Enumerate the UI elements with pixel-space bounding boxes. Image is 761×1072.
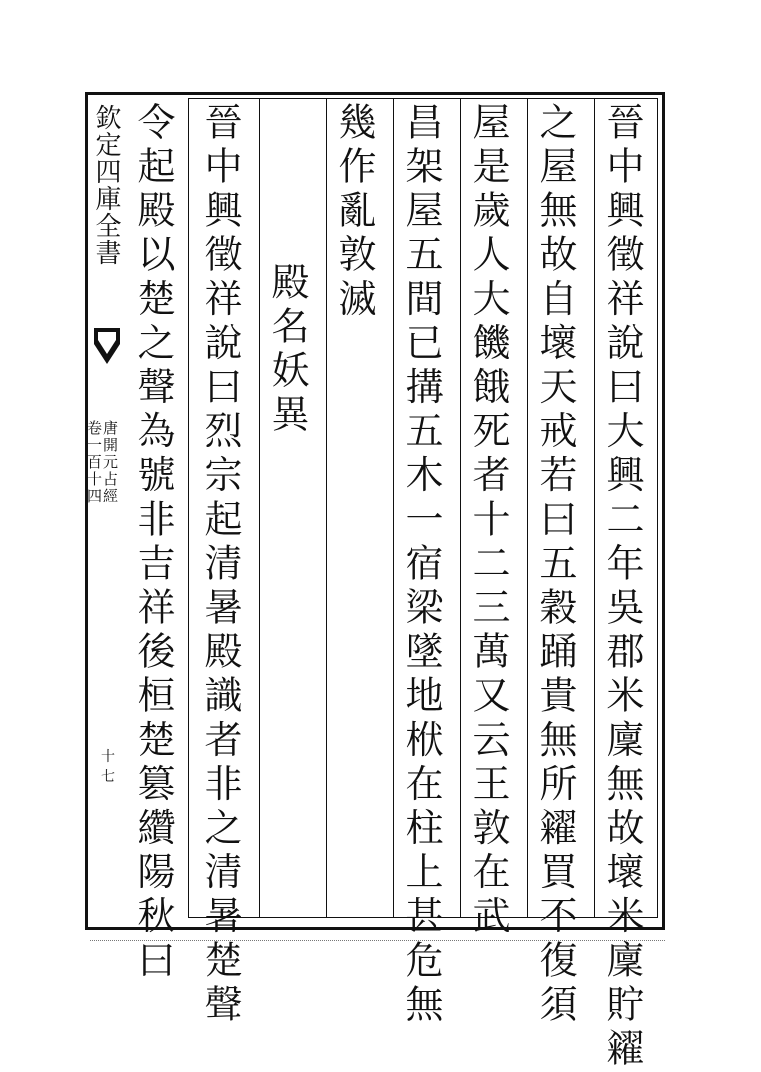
volume-number: 卷一百十四 [85, 420, 103, 505]
section-heading: 殿名妖異 [265, 262, 309, 438]
book-title: 欽定四庫全書 [91, 104, 121, 266]
column-rule [326, 99, 327, 917]
fish-tail-icon [92, 326, 122, 366]
column-rule [460, 99, 461, 917]
text-column: 幾作亂敦滅 [332, 102, 376, 323]
text-column: 晉中興徵祥說曰大興二年吳郡米廩無故壞米廩貯糴 [600, 102, 644, 1072]
volume-title: 唐開元占經 [101, 420, 119, 505]
page-number: 十七 [101, 749, 115, 785]
column-rule [594, 99, 595, 917]
column-rule [527, 99, 528, 917]
text-column: 屋是歲人大饑餓死者十二三萬又云王敦在武 [466, 102, 510, 940]
text-column: 昌架屋五間已搆五木一宿梁墜地栿在柱上甚危無 [399, 102, 443, 1029]
text-column: 令起殿以楚之聲為號非吉祥後桓楚篡纘陽秋曰 [131, 102, 175, 984]
text-column: 之屋無故自壞天戒若曰五穀踊貴無所糴買不復須 [533, 102, 577, 1029]
column-rule [393, 99, 394, 917]
bottom-dotted-line [90, 940, 665, 941]
text-column: 晉中興徵祥說曰烈宗起清暑殿識者非之清暑楚聲 [198, 102, 242, 1029]
column-rule [259, 99, 260, 917]
